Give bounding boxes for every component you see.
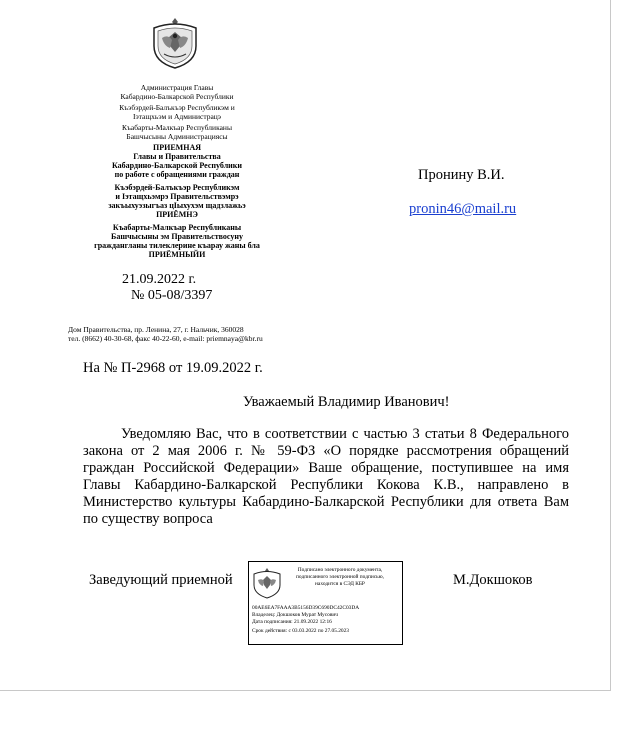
admin-kb-line-2: Іэтащхьэм и Администрацэ xyxy=(132,112,222,121)
stamp-owner: Владелец: Докшоков Мурат Мусович xyxy=(252,612,338,618)
reception-bk-line-1: Къабарты-Малкъар Республиканы xyxy=(112,223,242,232)
reception-kb-line-3: закъыхуэзыгъаз цІыхухэм щадзлажьэ xyxy=(108,201,246,210)
reception-ru-line-3: Кабардино-Балкарской Республики xyxy=(111,161,243,170)
reference-line: На № П-2968 от 19.09.2022 г. xyxy=(83,360,263,376)
admin-ru-line-1: Администрация Главы xyxy=(140,83,214,92)
greeting: Уважаемый Владимир Иванович! xyxy=(243,394,450,410)
document-number: № 05-08/3397 xyxy=(131,288,213,303)
reception-kb-line-1: Къэбэрдей-Балъкъэр Республикэм xyxy=(114,183,240,192)
reception-bk-line-2: Башчысыны эм Правительствосуну xyxy=(111,232,243,241)
reception-kb-line-4: ПРИЁМНЭ xyxy=(156,210,198,219)
sender-address: Дом Правительства, пр. Ленина, 27, г. Нальчик, 360028 xyxy=(68,325,244,334)
reception-bk-line-4: ПРИЁМНЫЙИ xyxy=(148,250,206,259)
recipient-email-link[interactable]: pronin46@mail.ru xyxy=(409,201,517,217)
admin-kb-line-1: Къэбэрдей-Балъкъэр Республикэм и xyxy=(119,103,235,112)
reception-ru-line-2: Главы и Правительства xyxy=(133,152,221,161)
admin-bk-line-1: Къабарты-Малкъар Республиканы xyxy=(122,123,232,132)
reception-ru-line-1: ПРИЕМНАЯ xyxy=(153,143,201,152)
electronic-signature-stamp xyxy=(248,561,403,645)
admin-ru-line-2: Кабардино-Балкарской Республики xyxy=(120,92,234,101)
stamp-validity: Срок действия: с 03.03.2022 по 27.05.2023 xyxy=(252,628,350,634)
stamp-serial: 00AE6EA7FAAA3B5156D39C690DC42C03DA xyxy=(252,605,360,611)
stamp-heading-line-2: подписанного электронной подписью, xyxy=(296,574,384,580)
sender-contacts: тел. (8662) 40-30-68, факс 40-22-60, e-mail: priemnaya@kbr.ru xyxy=(68,334,263,343)
signature-role: Заведующий приемной xyxy=(89,572,233,588)
document-date: 21.09.2022 г. xyxy=(122,272,197,287)
stamp-heading-line-1: Подписано электронного документа, xyxy=(297,567,383,573)
admin-bk-line-2: Башчысыны Администрациясы xyxy=(126,132,228,141)
reception-bk-line-3: граждангланы тилеклерине къарау жаны бла xyxy=(94,241,260,250)
body-paragraph: Уведомляю Вас, что в соответствии с частью 3 статьи 8 Федерального закона от 2 мая 2006 г. № 59-ФЗ «О порядке рассмотрения обращений граждан Российской Федерации» Ваше обращение, поступившее на имя Главы Кабардино-Балкарской Республики Кокова К.В., направлено в Министерство культуры Кабардино-Балкарской Республики для ответа Вам по существу вопроса xyxy=(83,426,569,527)
stamp-heading-line-3: находится в СЭД КБР xyxy=(315,581,365,587)
reception-kb-line-2: и Іэтащхьэмрэ Правительствэмрэ xyxy=(115,192,239,201)
stamp-signed-date: Дата подписания: 21.09.2022 12:16 xyxy=(252,619,332,625)
signature-name: М.Докшоков xyxy=(453,572,533,588)
letter-body xyxy=(83,426,569,528)
stamp-heading xyxy=(281,567,399,588)
stamp-emblem-icon xyxy=(252,567,282,599)
coat-of-arms-emblem xyxy=(150,16,200,70)
recipient-name: Пронину В.И. xyxy=(418,167,505,183)
reception-ru-line-4: по работе с обращениями граждан xyxy=(114,170,240,179)
